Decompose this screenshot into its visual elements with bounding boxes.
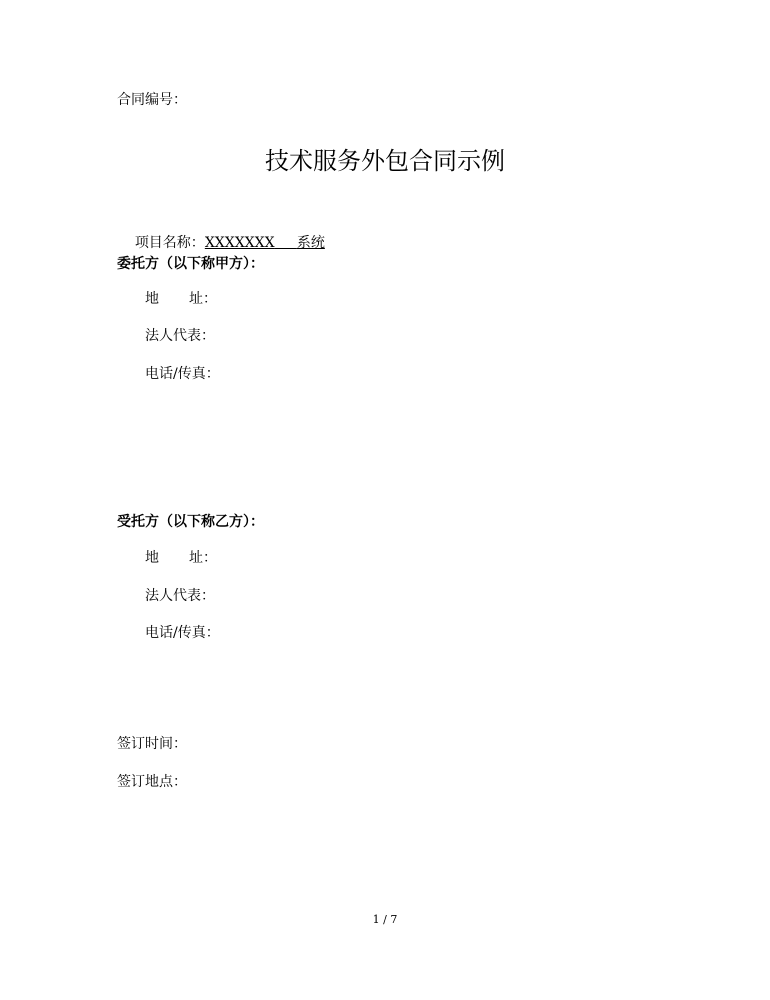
project-name-spacer [275,235,297,251]
project-name-label: 项目名称： [134,235,205,251]
party-a-address-label-2: 址： [189,291,217,307]
party-b-heading: 受托方（以下称乙方）： [117,514,264,530]
party-a-address-label-1: 地 [145,291,159,307]
contract-number-label: 合同编号： [117,92,187,108]
party-b-legal-rep-label: 法人代表： [145,588,215,604]
party-b-address-label [145,549,217,567]
sign-place-label: 签订地点： [117,774,187,790]
page-number: 1 / 7 [372,913,398,926]
sign-time-label: 签订时间： [117,736,187,752]
party-a-heading: 委托方（以下称甲方）： [117,256,264,272]
party-b-address-label-1: 地 [145,550,159,566]
project-name-code: XXXXXXX [204,235,275,251]
party-a-phone-label: 电话/传真： [145,366,220,382]
party-b-phone-label: 电话/传真： [145,625,220,641]
party-a-legal-rep-label: 法人代表： [145,328,215,344]
project-name-suffix: 系统 [296,235,325,251]
project-name-value [205,235,325,251]
party-b-address-label-2: 址： [189,550,217,566]
party-a-address-label [145,290,217,308]
document-title: 技术服务外包合同示例 [265,147,505,175]
